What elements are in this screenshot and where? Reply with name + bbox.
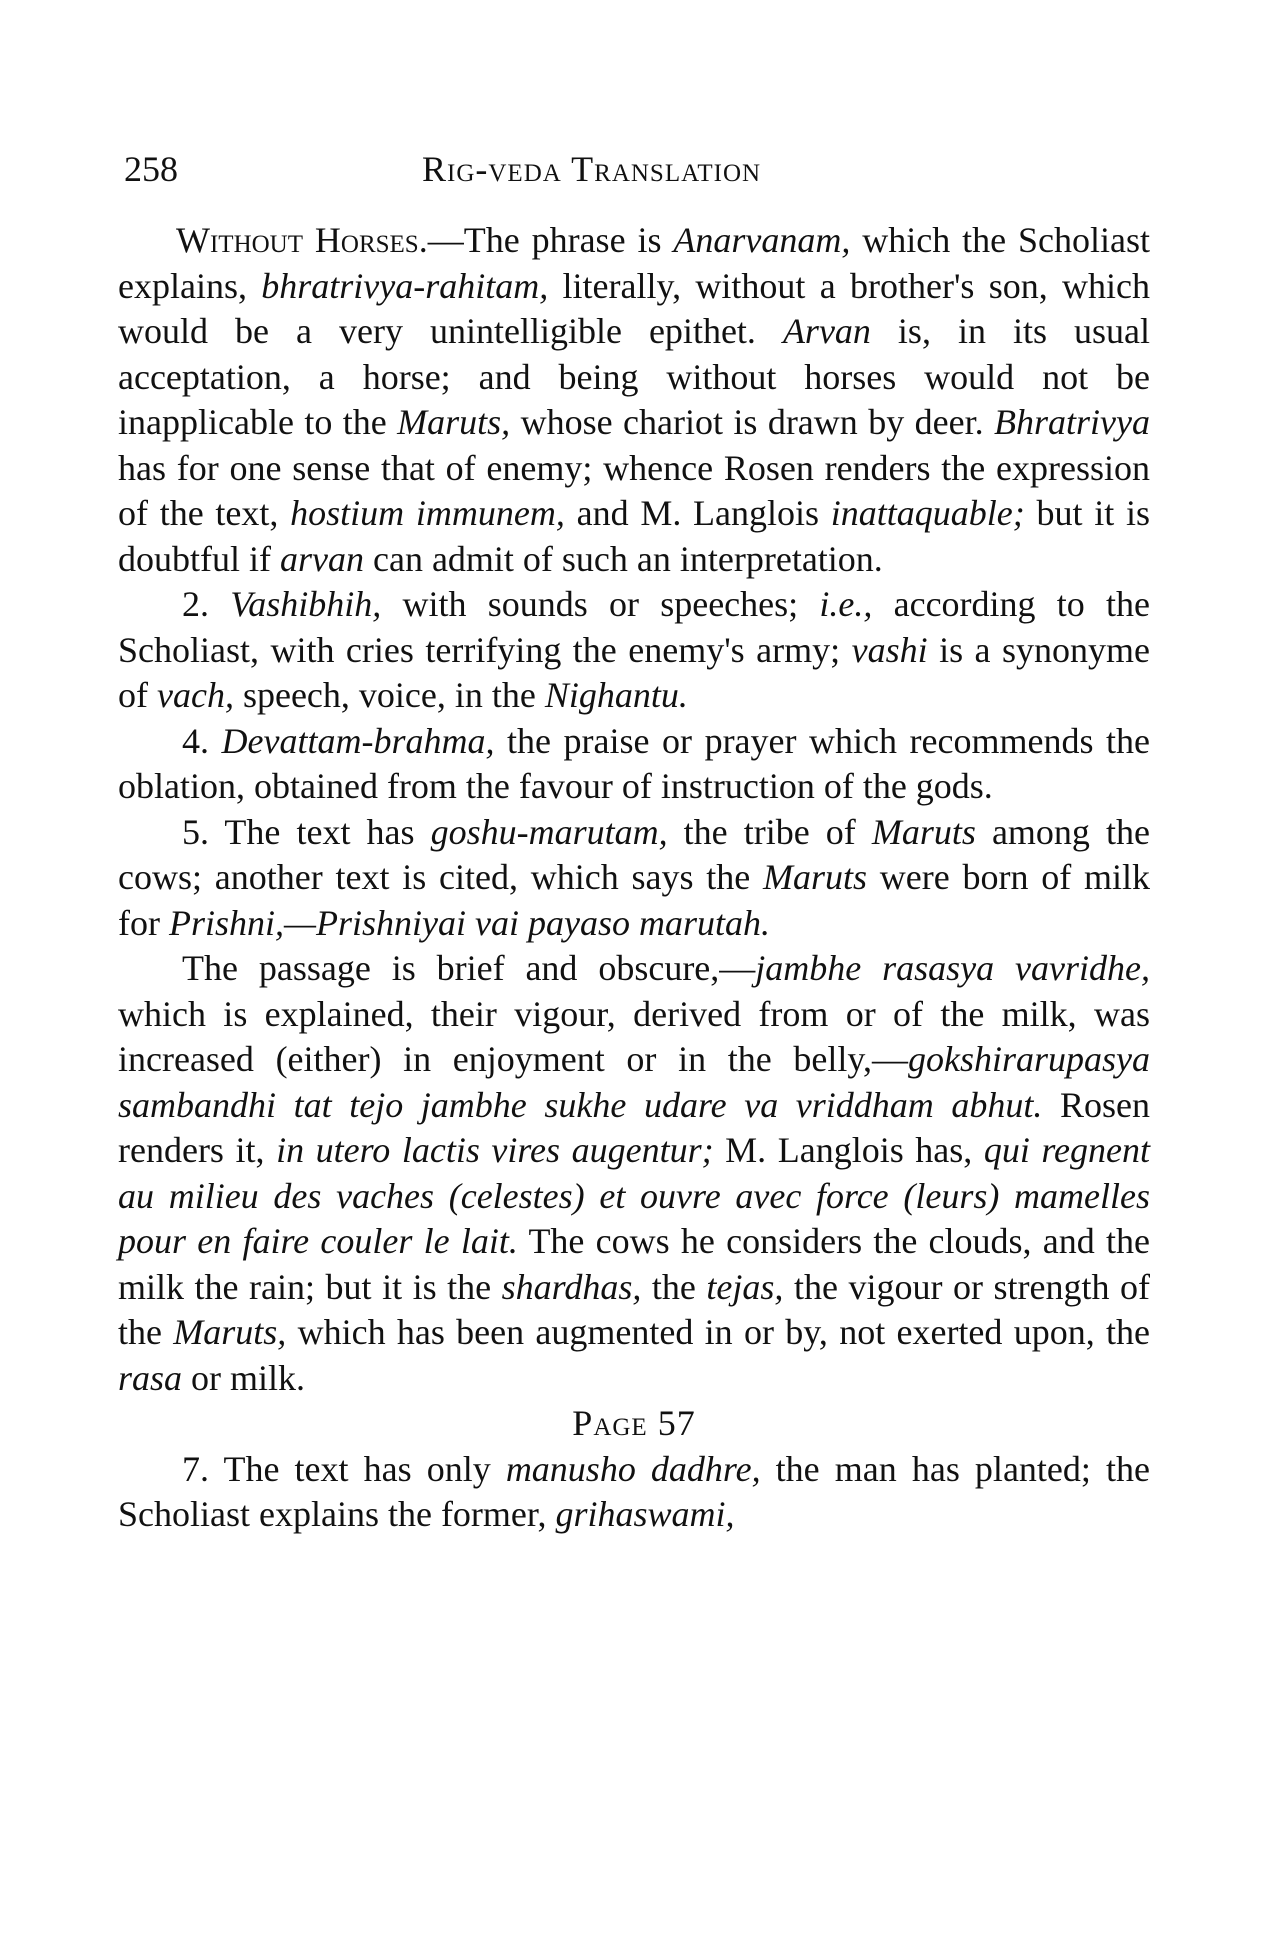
text-run: according to the Scholiast, with cries terrifying the enemy's army; [118,584,1151,670]
text-run: 5. The text has [182,811,431,852]
text-run: but it is doubtful if [118,493,1150,579]
italic-run: Maruts [762,857,867,897]
running-title: Rig-veda Translation [422,149,762,189]
paragraph [118,719,1150,810]
text-run: among the cows; another text is cited, which says the [118,811,1150,897]
italic-run: Nighantu. [544,675,688,715]
text-run: were born of milk for [118,857,1150,943]
italic-run: gokshirarupasya sambandhi tat tejo jambhe sukhe udare va vriddham abhut. [118,1039,1150,1125]
text-run: the vigour or strength of the [118,1266,1150,1352]
text-run: is a synonyme of [118,629,1151,715]
page-header [124,148,1134,198]
text-run: 4. [182,720,222,761]
italic-run: qui regnent au milieu des vaches (celestes) et ouvre avec force (leurs) mamelles pour en faire couler le lait. [118,1130,1151,1261]
italic-run: shardhas, [501,1266,642,1307]
section-heading: Page 57 [572,1403,696,1443]
italic-run: Devattam-brahma, [221,720,495,761]
text-run: the tribe of [667,811,872,852]
small-caps-run: Without Horses. [176,220,428,260]
text-run: Rosen renders it, [118,1084,1151,1170]
italic-run: Arvan [782,311,871,351]
italic-run: jambhe rasasya vavridhe, [755,948,1150,988]
text-run: which the Scholiast explains, [118,220,1150,306]
italic-run: vashi [851,629,928,670]
italic-run: Maruts, [173,1312,287,1352]
text-run: the [641,1266,707,1307]
text-run: 7. The text has only [182,1448,506,1489]
italic-run: Prishni,—Prishniyai vai payaso marutah. [168,902,770,943]
page-number: 258 [124,149,178,189]
paragraph [118,218,1150,582]
text-run: which has been augmented in or by, not exerted upon, the [286,1312,1150,1352]
text-run: The passage is brief and obscure,— [182,948,756,988]
text-run: whose chariot is drawn by deer. [510,402,995,442]
italic-run: hostium immunem, [290,493,565,533]
paragraph [118,810,1150,947]
paragraph [118,946,1150,1401]
paragraph [118,582,1150,719]
italic-run: in utero lactis vires augentur; [276,1130,714,1170]
italic-run: rasa [118,1357,183,1398]
text-run: with sounds or speeches; [381,584,820,624]
italic-run: manusho dadhre, [505,1448,761,1489]
text-run: which is explained, their vigour, derived from or of the milk, was increased (either) in enjoyment or in the belly,— [118,993,1150,1079]
italic-run: inattaquable; [830,493,1025,533]
text-run: speech, voice, in the [233,675,545,715]
text-run: can admit of such an interpretation. [363,538,883,579]
italic-run: tejas, [706,1266,784,1307]
text-run: and M. Langlois [564,493,831,533]
text-run: The cows he considers the clouds, and the milk the rain; but it is the [118,1221,1150,1307]
text-run: 2. [182,584,231,624]
text-run: —The phrase is [427,220,674,260]
text-run: the man has planted; the Scholiast explains the former, [118,1448,1150,1534]
italic-run: Anarvanam, [673,220,851,260]
paragraph [118,1447,1150,1538]
text-run: M. Langlois has, [713,1130,984,1170]
text-run: has for one sense that of enemy; whence Rosen renders the expression of the text, [118,447,1150,533]
italic-run: goshu-marutam, [430,811,668,852]
text-run: is, in its usual acceptation, a horse; and being without horses would not be inapplicable to the [118,311,1150,442]
italic-run: bhratrivya-rahitam, [261,265,549,306]
italic-run: Bhratrivya [994,402,1150,442]
italic-run: Vashibhih, [230,584,382,624]
text-run: the praise or prayer which recommends the oblation, obtained from the favour of instruction of the gods. [118,720,1151,806]
italic-run: Maruts, [397,402,511,442]
text-run: literally, without a brother's son, which would be a very unintelligible epithet. [118,265,1150,351]
italic-run: Maruts [871,811,976,852]
page-body [118,218,1150,1538]
italic-run: i.e., [819,584,873,624]
italic-run: grihaswami, [555,1494,735,1534]
italic-run: vach, [157,675,234,715]
italic-run: arvan [279,538,364,579]
text-run: or milk. [182,1357,306,1398]
